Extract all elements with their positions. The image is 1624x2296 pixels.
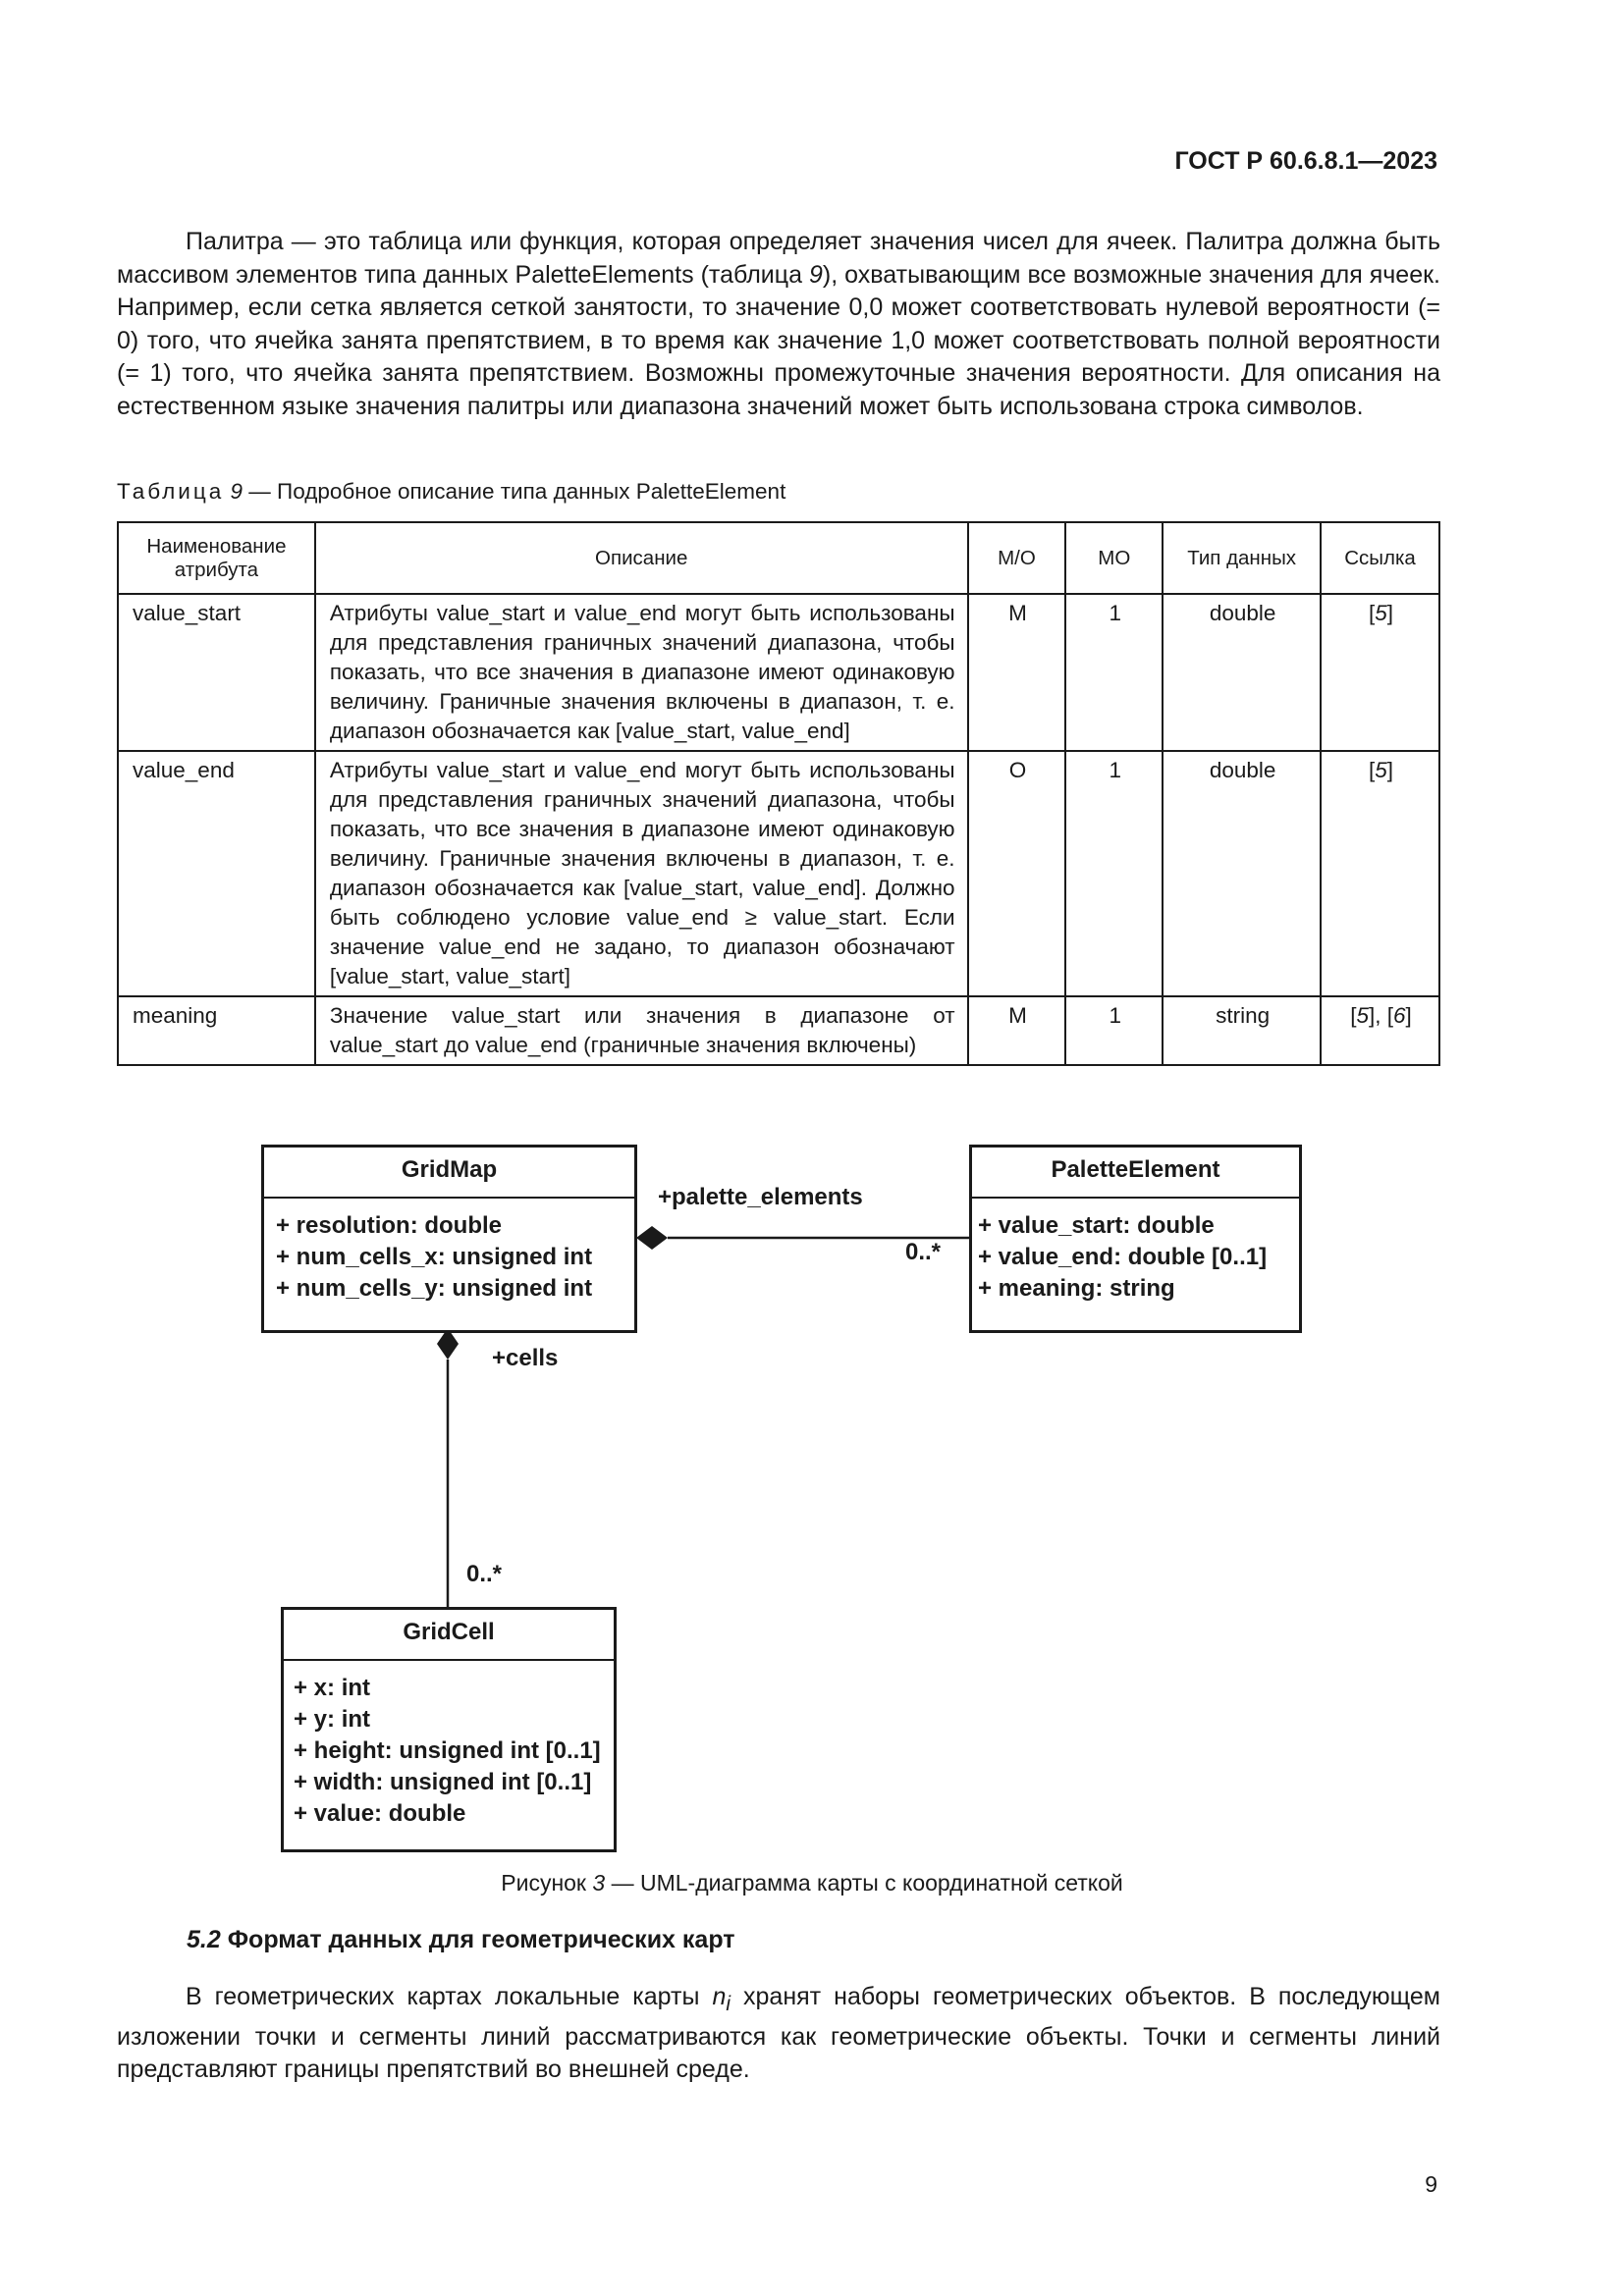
gridmap-attr: + resolution: double xyxy=(276,1212,503,1239)
section-title: Формат данных для геометрических карт xyxy=(220,1926,735,1953)
table-caption-number: 9 xyxy=(230,479,244,504)
header-mo: М/О xyxy=(968,522,1066,594)
figure-prefix: Рисунок xyxy=(501,1870,593,1896)
cell-type: string xyxy=(1163,996,1321,1065)
palette-attr: + value_end: double [0..1] xyxy=(978,1244,1268,1270)
cells-multiplicity: 0..* xyxy=(466,1561,503,1587)
cell-type: double xyxy=(1163,751,1321,996)
section-heading xyxy=(187,1926,735,1954)
cell-mult: 1 xyxy=(1065,751,1163,996)
section-text-b: хранят наборы геометрических объектов. В последующем изложении точки и сегменты линий рассматриваются как геометрические объекты. Точки и сегменты линий представляют границы препятствий во внешней среде. xyxy=(117,1983,1440,2083)
header-mo2: МО xyxy=(1065,522,1163,594)
gridmap-attr: + num_cells_y: unsigned int xyxy=(276,1275,593,1302)
gridcell-attr: + y: int xyxy=(294,1706,371,1733)
uml-class-gridmap xyxy=(261,1145,637,1333)
figure-text: — UML-диаграмма карты с координатной сеткой xyxy=(605,1870,1123,1896)
cell-description: Атрибуты value_start и value_end могут быть использованы для представления граничных значений диапазона, чтобы показать, что все значения в диапазоне имеют одинаковую величину. Граничные значения включены в диапазон, т. е. диапазон обозначается как [value_start, value_end]. Должно быть соблюдено условие value_end ≥ value_start. Если значение value_end не задано, то диапазон обозначают [value_start, value_start] xyxy=(315,751,968,996)
header-ref: Ссылка xyxy=(1321,522,1439,594)
gridcell-title: GridCell xyxy=(284,1610,614,1661)
palette-attr: + meaning: string xyxy=(978,1275,1175,1302)
cell-description: Значение value_start или значения в диапазоне от value_start до value_end (граничные значения включены) xyxy=(315,996,968,1065)
header-name: Наименование атрибута xyxy=(118,522,315,594)
palette-attr: + value_start: double xyxy=(978,1212,1215,1239)
cell-ref: [5], [6] xyxy=(1321,996,1439,1065)
palette-multiplicity: 0..* xyxy=(905,1239,942,1265)
intro-table-ref: 9 xyxy=(808,260,823,289)
section-paragraph xyxy=(117,1981,1440,2087)
cell-name: value_start xyxy=(118,594,315,751)
cells-role-label: +cells xyxy=(492,1345,559,1371)
cell-name: value_end xyxy=(118,751,315,996)
cell-name: meaning xyxy=(118,996,315,1065)
cell-ref: [5] xyxy=(1321,751,1439,996)
palette-composition-diamond xyxy=(636,1226,668,1250)
intro-text-b: ), охватывающим все возможные значения для ячеек. Например, если сетка является сеткой занятости, то значение 0,0 может соответствовать нулевой вероятности (= 0) того, что ячейка занята препятствием, в то время как значение 1,0 может соответствовать полной вероятности (= 1) того, что ячейка занята препятствием. Возможны промежуточные значения вероятности. Для описания на естественном языке значения палитры или диапазона значений может быть использована строка символов. xyxy=(117,260,1440,420)
cell-mo: О xyxy=(968,751,1066,996)
intro-text-a: Палитра — это таблица или функция, которая определяет значения чисел для ячеек. Палитра должна быть массивом элементов типа данных PaletteElements (таблица xyxy=(117,228,1440,289)
palette-title: PaletteElement xyxy=(972,1148,1299,1199)
figure-caption xyxy=(0,1870,1624,1896)
header-type: Тип данных xyxy=(1163,522,1321,594)
cell-mult: 1 xyxy=(1065,996,1163,1065)
cell-ref: [5] xyxy=(1321,594,1439,751)
section-symbol: n xyxy=(712,1983,727,2010)
table-caption-word: Таблица xyxy=(117,479,225,504)
uml-class-gridcell xyxy=(281,1607,617,1852)
header-description: Описание xyxy=(315,522,968,594)
section-text-a: В геометрических картах локальные карты xyxy=(186,1983,713,2010)
palette-role-label: +palette_elements xyxy=(658,1184,863,1210)
cell-type: double xyxy=(1163,594,1321,751)
gridcell-attr: + value: double xyxy=(294,1800,466,1827)
cell-mo: М xyxy=(968,594,1066,751)
cell-mo: М xyxy=(968,996,1066,1065)
section-number: 5.2 xyxy=(187,1926,221,1953)
gridcell-attr: + width: unsigned int [0..1] xyxy=(294,1769,592,1795)
figure-number: 3 xyxy=(592,1870,606,1896)
section-subscript: i xyxy=(726,1993,731,2015)
page-number: 9 xyxy=(1425,2171,1437,2197)
standard-number: ГОСТ Р 60.6.8.1—2023 xyxy=(1174,147,1437,175)
gridcell-attr: + height: unsigned int [0..1] xyxy=(294,1737,601,1764)
gridmap-attr: + num_cells_x: unsigned int xyxy=(276,1244,593,1270)
cell-description: Атрибуты value_start и value_end могут быть использованы для представления граничных значений диапазона, чтобы показать, что все значения в диапазоне имеют одинаковую величину. Граничные значения включены в диапазон, т. е. диапазон обозначается как [value_start, value_end] xyxy=(315,594,968,751)
table-caption-text: — Подробное описание типа данных PaletteElement xyxy=(243,479,786,504)
gridcell-attr: + x: int xyxy=(294,1675,371,1701)
uml-class-palette-element xyxy=(969,1145,1302,1333)
gridmap-title: GridMap xyxy=(264,1148,634,1199)
cell-mult: 1 xyxy=(1065,594,1163,751)
